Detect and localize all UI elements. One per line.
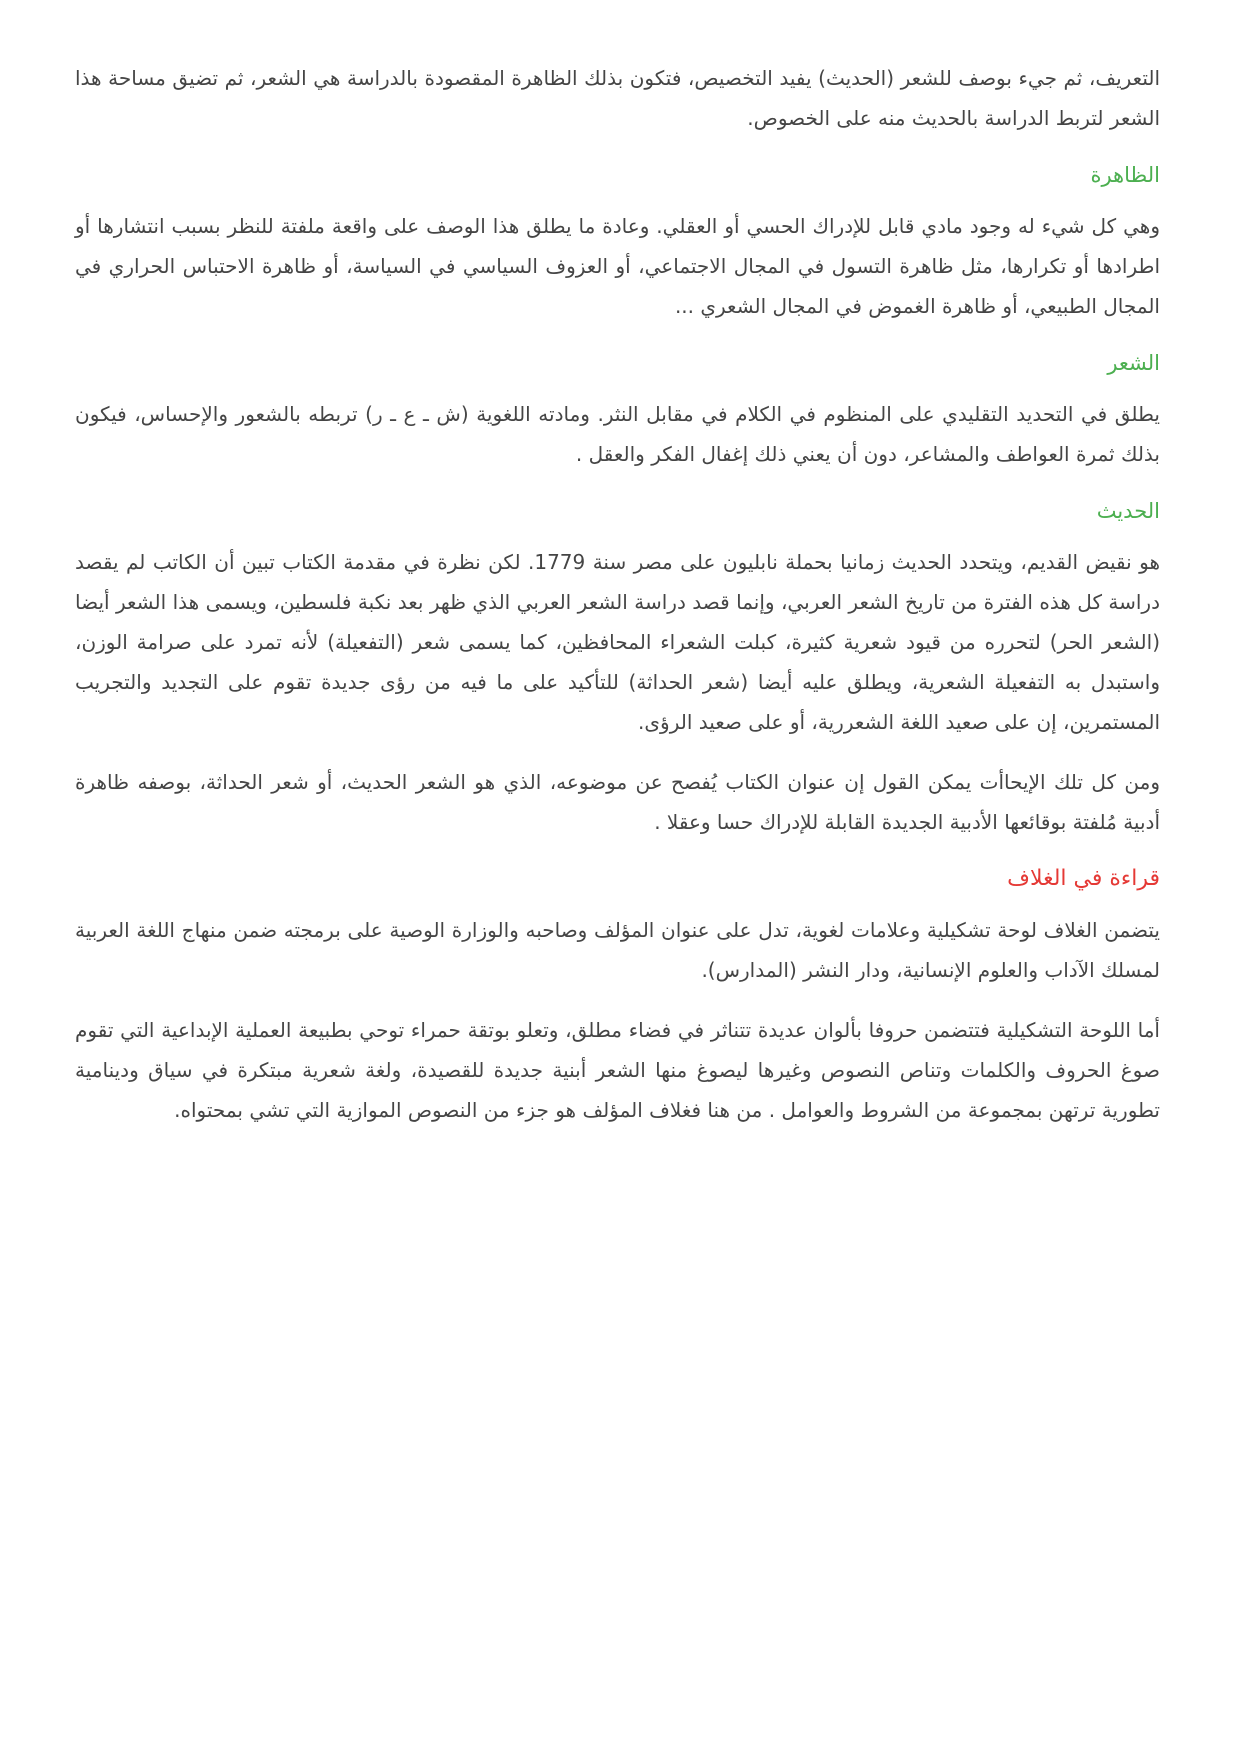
poetry-heading: الشعر bbox=[1107, 351, 1160, 375]
phenomenon-paragraph: وهي كل شيء له وجود مادي قابل للإدراك الحسي أو العقلي. وعادة ما يطلق هذا الوصف على واقعة ملفتة للنظر بسبب انتشارها أو اطرادها أو تكرارها، مثل ظاهرة التسول في المجال الاجتماعي، أو العزوف السياسي في السياسة، أو ظاهرة الاحتباس الحراري في المجال الطبيعي، أو ظاهرة الغموض في المجال الشعري ... bbox=[75, 214, 1160, 318]
modern-paragraph: هو نقيض القديم، ويتحدد الحديث زمانيا بحملة نابليون على مصر سنة 1779. لكن نظرة في مقدمة الكتاب تبين أن الكاتب لم يقصد دراسة كل هذه الفترة من تاريخ الشعر العربي، وإنما قصد دراسة الشعر العربي الذي ظهر بعد نكبة فلسطين، ويسمى هذا الشعر أيضا (الشعر الحر) لتحرره من قيود شعرية كثيرة، كبلت الشعراء المحافظين، كما يسمى شعر (التفعيلة) لأنه تمرد على صرامة الوزن، واستبدل به التفعيلة الشعرية، ويطلق عليه أيضا (شعر الحداثة) للتأكيد على ما فيه من رؤى جديدة تقوم على التجديد والتجريب المستمرين، إن على صعيد اللغة الشعررية، أو على صعيد الرؤى. bbox=[75, 550, 1160, 734]
poetry-paragraph: يطلق في التحديد التقليدي على المنظوم في الكلام في مقابل النثر. ومادته اللغوية (ش ـ ع ـ ر) تربطه بالشعور والإحساس، فيكون بذلك ثمرة العواطف والمشاعر، دون أن يعني ذلك إغفال الفكر والعقل . bbox=[75, 402, 1160, 466]
conclusion-paragraph: ومن كل تلك الإيحاأت يمكن القول إن عنوان الكتاب يُفصح عن موضوعه، الذي هو الشعر الحديث، أو شعر الحداثة، بوصفه ظاهرة أدبية مُلفتة بوقائعها الأدبية الجديدة القابلة للإدراك حسا وعقلا . bbox=[75, 770, 1160, 834]
intro-paragraph: التعريف، ثم جيء بوصف للشعر (الحديث) يفيد التخصيص، فتكون بذلك الظاهرة المقصودة بالدراسة هي الشعر، ثم تضيق مساحة هذا الشعر لتربط الدراسة بالحديث منه على الخصوص. bbox=[75, 66, 1160, 130]
cover-reading-heading: قراءة في الغلاف bbox=[1007, 866, 1160, 891]
cover-paragraph-1: يتضمن الغلاف لوحة تشكيلية وعلامات لغوية، تدل على عنوان المؤلف وصاحبه والوزارة الوصية على برمجته ضمن منهاج اللغة العربية لمسلك الآداب والعلوم الإنسانية، ودار النشر (المدارس). bbox=[75, 918, 1160, 982]
cover-paragraph-2: أما اللوحة التشكيلية فتتضمن حروفا بألوان عديدة تتناثر في فضاء مطلق، وتعلو بوتقة حمراء توحي بطبيعة العملية الإبداعية التي تقوم صوغ الحروف والكلمات وتناص النصوص وغيرها ليصوغ منها الشعر أبنية جديدة للقصيدة، ولغة شعرية مبتكرة في سياق ودينامية تطورية ترتهن بمجموعة من الشروط والعوامل . من هنا فغلاف المؤلف هو جزء من النصوص الموازية التي تشي بمحتواه. bbox=[75, 1018, 1160, 1122]
phenomenon-heading: الظاهرة bbox=[1090, 163, 1160, 187]
document-page bbox=[75, 58, 1160, 1150]
modern-heading: الحديث bbox=[1096, 499, 1160, 523]
